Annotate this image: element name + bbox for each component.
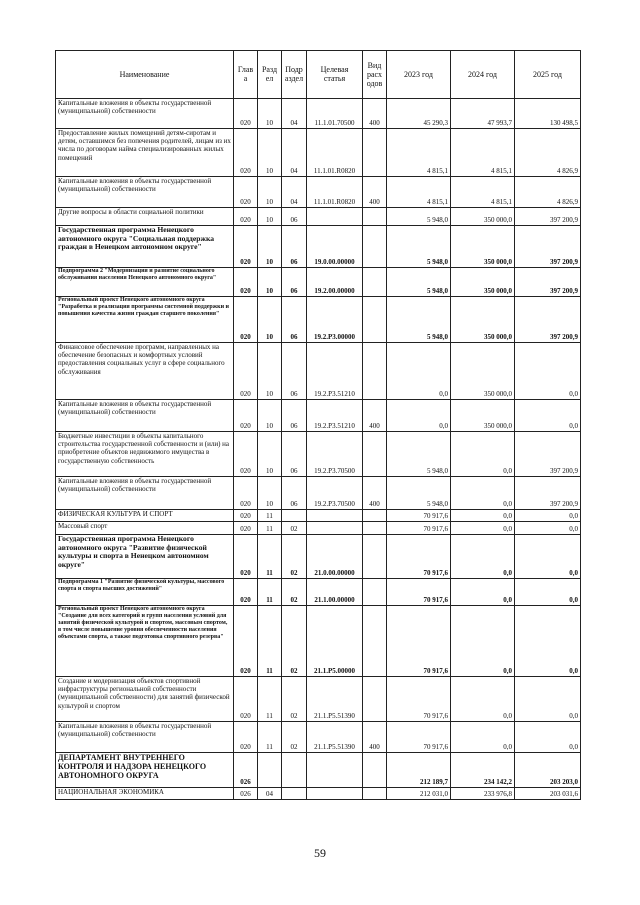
- cell-article: 21.1.00.00000: [307, 579, 363, 606]
- table-row: [56, 208, 581, 226]
- cell-razdel: 10: [258, 477, 282, 510]
- cell-2025: 0,0: [515, 343, 581, 400]
- page-number: 59: [314, 846, 326, 860]
- cell-vid: 400: [363, 400, 387, 432]
- cell-name: Массовый спорт: [56, 522, 234, 535]
- cell-2024: 0,0: [451, 677, 515, 722]
- cell-2024: 350 000,0: [451, 226, 515, 268]
- cell-2023: 212 031,0: [387, 788, 451, 800]
- header-2023: 2023 год: [387, 51, 451, 99]
- cell-podrazdel: 02: [282, 606, 307, 677]
- cell-name: Капитальные вложения в объекты государственной (муниципальной) собственности: [56, 477, 234, 510]
- cell-article: 21.1.P5.51390: [307, 722, 363, 753]
- table-row: [56, 510, 581, 522]
- cell-2024: 350 000,0: [451, 208, 515, 226]
- table-body: [56, 99, 581, 800]
- cell-article: 19.2.00.00000: [307, 268, 363, 297]
- cell-article: [307, 522, 363, 535]
- cell-article: 19.2.P3.51210: [307, 343, 363, 400]
- cell-podrazdel: 02: [282, 722, 307, 753]
- cell-2025: 397 200,9: [515, 477, 581, 510]
- cell-name: Бюджетные инвестиции в объекты капитального строительства государственной собственности и (или) на приобретение объектов недвижимого имущества в государственную собственность: [56, 432, 234, 477]
- cell-2025: 203 031,6: [515, 788, 581, 800]
- cell-vid: 400: [363, 477, 387, 510]
- cell-glava: 020: [234, 522, 258, 535]
- budget-table: [55, 50, 581, 800]
- table-header-row: [56, 51, 581, 99]
- header-article: Целевая статья: [307, 51, 363, 99]
- cell-2025: 203 203,0: [515, 753, 581, 788]
- cell-glava: 020: [234, 677, 258, 722]
- cell-vid: [363, 788, 387, 800]
- cell-podrazdel: 02: [282, 579, 307, 606]
- cell-vid: [363, 535, 387, 579]
- table-row: [56, 677, 581, 722]
- cell-article: 21.1.P5.00000: [307, 606, 363, 677]
- cell-name: Государственная программа Ненецкого автономного округа "Социальная поддержка граждан в Ненецком автономном округе": [56, 226, 234, 268]
- cell-2025: 397 200,9: [515, 208, 581, 226]
- cell-razdel: 10: [258, 99, 282, 129]
- cell-name: Подпрограмма 2 "Модернизация и развитие социального обслуживания населения Ненецкого автономного округа": [56, 268, 234, 297]
- cell-2023: 5 948,0: [387, 477, 451, 510]
- cell-vid: [363, 226, 387, 268]
- cell-razdel: 11: [258, 522, 282, 535]
- cell-2024: 234 142,2: [451, 753, 515, 788]
- header-name: Наименование: [56, 51, 234, 99]
- table-row: [56, 722, 581, 753]
- table-row: [56, 226, 581, 268]
- cell-razdel: 11: [258, 579, 282, 606]
- cell-article: 21.0.00.00000: [307, 535, 363, 579]
- cell-glava: 020: [234, 177, 258, 208]
- cell-podrazdel: 06: [282, 477, 307, 510]
- cell-razdel: [258, 753, 282, 788]
- cell-vid: [363, 753, 387, 788]
- cell-name: Капитальные вложения в объекты государственной (муниципальной) собственности: [56, 400, 234, 432]
- cell-razdel: 11: [258, 722, 282, 753]
- cell-name: Капитальные вложения в объекты государственной (муниципальной) собственности: [56, 722, 234, 753]
- cell-2024: 0,0: [451, 535, 515, 579]
- cell-2023: 70 917,6: [387, 606, 451, 677]
- cell-razdel: 10: [258, 297, 282, 343]
- cell-vid: [363, 208, 387, 226]
- cell-glava: 020: [234, 343, 258, 400]
- cell-article: [307, 208, 363, 226]
- header-razdel: Разд ел: [258, 51, 282, 99]
- cell-glava: 020: [234, 226, 258, 268]
- cell-vid: [363, 268, 387, 297]
- cell-2023: 212 189,7: [387, 753, 451, 788]
- cell-article: 21.1.P5.51390: [307, 677, 363, 722]
- cell-razdel: 10: [258, 226, 282, 268]
- table-row: [56, 99, 581, 129]
- cell-podrazdel: 02: [282, 522, 307, 535]
- cell-razdel: 10: [258, 343, 282, 400]
- table-row: [56, 343, 581, 400]
- table-row: [56, 268, 581, 297]
- cell-podrazdel: 06: [282, 297, 307, 343]
- cell-name: Капитальные вложения в объекты государственной (муниципальной) собственности: [56, 177, 234, 208]
- cell-razdel: 10: [258, 432, 282, 477]
- cell-2023: 0,0: [387, 343, 451, 400]
- cell-podrazdel: 06: [282, 208, 307, 226]
- cell-podrazdel: [282, 510, 307, 522]
- cell-glava: 020: [234, 400, 258, 432]
- cell-podrazdel: 02: [282, 677, 307, 722]
- cell-article: 19.2.P3.00000: [307, 297, 363, 343]
- table-row: [56, 606, 581, 677]
- cell-razdel: 10: [258, 208, 282, 226]
- cell-name: Финансовое обеспечение программ, направленных на обеспечение безопасных и комфортных условий предоставления социальных услуг в сфере социального обслуживания: [56, 343, 234, 400]
- cell-2025: 0,0: [515, 522, 581, 535]
- cell-article: 11.1.01.R0820: [307, 129, 363, 177]
- cell-2025: 0,0: [515, 579, 581, 606]
- table-row: [56, 432, 581, 477]
- cell-2025: 0,0: [515, 722, 581, 753]
- cell-2023: 5 948,0: [387, 297, 451, 343]
- cell-2023: 70 917,6: [387, 510, 451, 522]
- table-row: [56, 177, 581, 208]
- cell-podrazdel: 06: [282, 343, 307, 400]
- cell-vid: [363, 129, 387, 177]
- cell-2024: 4 815,1: [451, 177, 515, 208]
- cell-2025: 397 200,9: [515, 226, 581, 268]
- cell-glava: 020: [234, 99, 258, 129]
- cell-2023: 5 948,0: [387, 268, 451, 297]
- cell-2025: 0,0: [515, 606, 581, 677]
- cell-podrazdel: 04: [282, 177, 307, 208]
- cell-podrazdel: [282, 753, 307, 788]
- cell-razdel: 10: [258, 268, 282, 297]
- cell-razdel: 04: [258, 788, 282, 800]
- cell-name: НАЦИОНАЛЬНАЯ ЭКОНОМИКА: [56, 788, 234, 800]
- cell-glava: 026: [234, 753, 258, 788]
- cell-2025: 4 826,9: [515, 177, 581, 208]
- cell-article: [307, 510, 363, 522]
- cell-podrazdel: 02: [282, 535, 307, 579]
- cell-2024: 0,0: [451, 722, 515, 753]
- cell-2023: 5 948,0: [387, 208, 451, 226]
- cell-glava: 020: [234, 535, 258, 579]
- cell-glava: 020: [234, 432, 258, 477]
- cell-2024: 0,0: [451, 522, 515, 535]
- cell-article: 19.2.P3.70500: [307, 432, 363, 477]
- cell-2024: 4 815,1: [451, 129, 515, 177]
- cell-2025: 0,0: [515, 400, 581, 432]
- cell-2025: 130 498,5: [515, 99, 581, 129]
- header-vid: Вид расх одов: [363, 51, 387, 99]
- cell-2024: 350 000,0: [451, 297, 515, 343]
- cell-2025: 0,0: [515, 535, 581, 579]
- cell-name: Государственная программа Ненецкого автономного округа "Развитие физической культуры и спорта в Ненецком автономном округе": [56, 535, 234, 579]
- cell-razdel: 10: [258, 129, 282, 177]
- cell-2023: 70 917,6: [387, 722, 451, 753]
- cell-2023: 70 917,6: [387, 522, 451, 535]
- cell-name: ФИЗИЧЕСКАЯ КУЛЬТУРА И СПОРТ: [56, 510, 234, 522]
- cell-2024: 350 000,0: [451, 343, 515, 400]
- cell-podrazdel: 06: [282, 226, 307, 268]
- cell-2023: 5 948,0: [387, 226, 451, 268]
- cell-name: Региональный проект Ненецкого автономного округа "Создание для всех категорий и групп населения условий для занятий физической культурой и спортом, массовым спортом, в том числе повышение уровня обеспеченности населения объектами спорта, а также подготовка спортивного резерва": [56, 606, 234, 677]
- cell-podrazdel: 04: [282, 99, 307, 129]
- cell-glava: 020: [234, 477, 258, 510]
- cell-name: Капитальные вложения в объекты государственной (муниципальной) собственности: [56, 99, 234, 129]
- budget-table-sheet: [55, 50, 580, 800]
- cell-name: Подпрограмма 1 "Развитие физической культуры, массового спорта и спорта высших достижений": [56, 579, 234, 606]
- cell-glava: 026: [234, 788, 258, 800]
- cell-razdel: 11: [258, 510, 282, 522]
- cell-2025: 4 826,9: [515, 129, 581, 177]
- cell-article: [307, 753, 363, 788]
- header-2024: 2024 год: [451, 51, 515, 99]
- cell-razdel: 11: [258, 606, 282, 677]
- cell-article: 11.1.01.70500: [307, 99, 363, 129]
- cell-2025: 397 200,9: [515, 268, 581, 297]
- table-row: [56, 297, 581, 343]
- cell-vid: [363, 606, 387, 677]
- cell-glava: 020: [234, 208, 258, 226]
- cell-2025: 0,0: [515, 510, 581, 522]
- cell-glava: 020: [234, 129, 258, 177]
- table-row: [56, 477, 581, 510]
- cell-podrazdel: [282, 788, 307, 800]
- cell-2024: 0,0: [451, 432, 515, 477]
- cell-glava: 020: [234, 579, 258, 606]
- table-row: [56, 579, 581, 606]
- header-2025: 2025 год: [515, 51, 581, 99]
- header-podrazdel: Подр аздел: [282, 51, 307, 99]
- cell-2023: 70 917,6: [387, 677, 451, 722]
- cell-2024: 0,0: [451, 579, 515, 606]
- cell-vid: [363, 510, 387, 522]
- cell-glava: 020: [234, 297, 258, 343]
- header-glava: Глав а: [234, 51, 258, 99]
- cell-name: Региональный проект Ненецкого автономного округа "Разработка и реализация программы системной поддержки и повышения качества жизни граждан старшего поколения": [56, 297, 234, 343]
- cell-razdel: 11: [258, 677, 282, 722]
- cell-article: [307, 788, 363, 800]
- cell-2023: 4 815,1: [387, 177, 451, 208]
- cell-article: 19.0.00.00000: [307, 226, 363, 268]
- cell-glava: 020: [234, 722, 258, 753]
- cell-glava: 020: [234, 268, 258, 297]
- cell-name: ДЕПАРТАМЕНТ ВНУТРЕННЕГО КОНТРОЛЯ И НАДЗОРА НЕНЕЦКОГО АВТОНОМНОГО ОКРУГА: [56, 753, 234, 788]
- cell-2025: 397 200,9: [515, 432, 581, 477]
- table-row: [56, 535, 581, 579]
- cell-vid: [363, 343, 387, 400]
- cell-vid: [363, 579, 387, 606]
- cell-vid: [363, 522, 387, 535]
- table-row: [56, 753, 581, 788]
- table-row: [56, 129, 581, 177]
- cell-glava: 020: [234, 606, 258, 677]
- cell-vid: [363, 677, 387, 722]
- cell-2023: 0,0: [387, 400, 451, 432]
- cell-name: Другие вопросы в области социальной политики: [56, 208, 234, 226]
- cell-2023: 70 917,6: [387, 535, 451, 579]
- cell-name: Предоставление жилых помещений детям-сиротам и детям, оставшимся без попечения родителей, лицам из их числа по договорам найма специализированных жилых помещений: [56, 129, 234, 177]
- cell-2023: 45 290,3: [387, 99, 451, 129]
- cell-article: 19.2.P3.70500: [307, 477, 363, 510]
- cell-vid: [363, 297, 387, 343]
- cell-razdel: 10: [258, 177, 282, 208]
- cell-2023: 70 917,6: [387, 579, 451, 606]
- cell-2024: 0,0: [451, 477, 515, 510]
- table-row: [56, 522, 581, 535]
- table-row: [56, 400, 581, 432]
- cell-podrazdel: 06: [282, 432, 307, 477]
- cell-2024: 0,0: [451, 606, 515, 677]
- cell-vid: [363, 432, 387, 477]
- cell-2024: 233 976,8: [451, 788, 515, 800]
- cell-vid: 400: [363, 722, 387, 753]
- cell-2024: 350 000,0: [451, 268, 515, 297]
- cell-podrazdel: 06: [282, 400, 307, 432]
- cell-glava: 020: [234, 510, 258, 522]
- cell-2023: 4 815,1: [387, 129, 451, 177]
- cell-name: Создание и модернизация объектов спортивной инфраструктуры региональной собственности (муниципальной собственности) для занятий физической культурой и спортом: [56, 677, 234, 722]
- cell-article: 11.1.01.R0820: [307, 177, 363, 208]
- cell-2025: 397 200,9: [515, 297, 581, 343]
- cell-2024: 350 000,0: [451, 400, 515, 432]
- cell-podrazdel: 04: [282, 129, 307, 177]
- cell-razdel: 11: [258, 535, 282, 579]
- cell-2024: 0,0: [451, 510, 515, 522]
- cell-podrazdel: 06: [282, 268, 307, 297]
- cell-vid: 400: [363, 177, 387, 208]
- cell-razdel: 10: [258, 400, 282, 432]
- cell-2023: 5 948,0: [387, 432, 451, 477]
- cell-2024: 47 993,7: [451, 99, 515, 129]
- cell-article: 19.2.P3.51210: [307, 400, 363, 432]
- cell-vid: 400: [363, 99, 387, 129]
- cell-2025: 0,0: [515, 677, 581, 722]
- table-row: [56, 788, 581, 800]
